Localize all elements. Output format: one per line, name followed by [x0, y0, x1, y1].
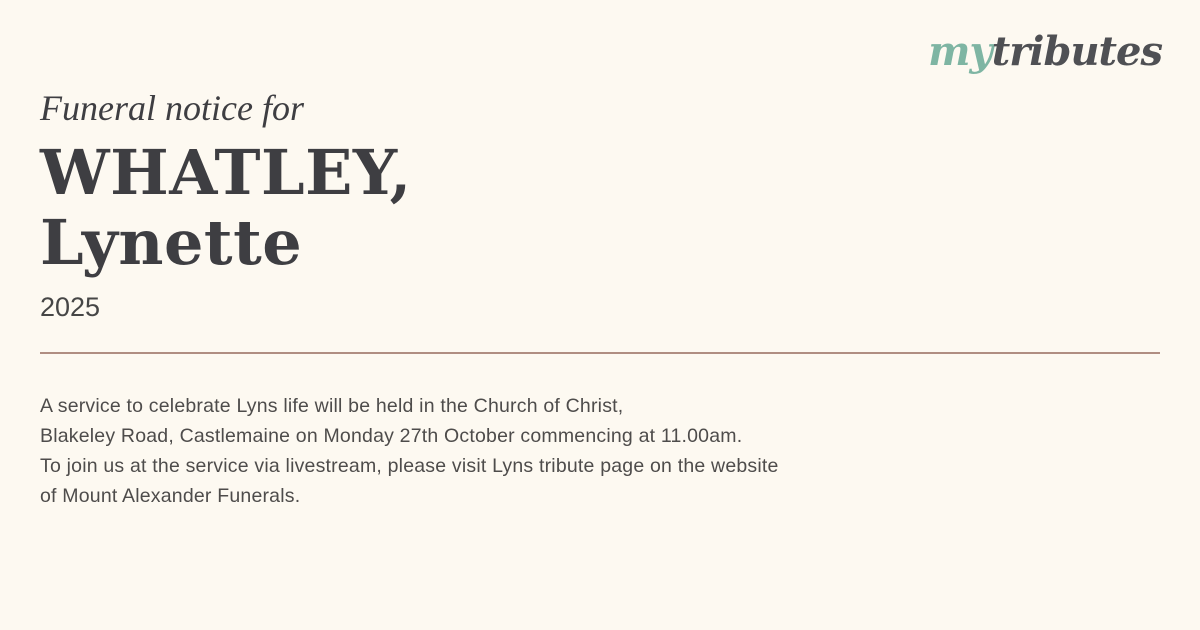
logo-suffix: tributes [991, 28, 1162, 75]
notice-year: 2025 [40, 292, 101, 322]
notice-body-text [40, 391, 1160, 511]
deceased-surname: WHATLEY, [40, 136, 412, 209]
deceased-name [40, 138, 412, 278]
body-line: Blakeley Road, Castlemaine on Monday 27th October commencing at 11.00am. [40, 425, 743, 447]
body-line: of Mount Alexander Funerals. [40, 485, 301, 507]
body-line: To join us at the service via livestream, please visit Lyns tribute page on the website [40, 455, 779, 477]
deceased-given-name: Lynette [40, 206, 303, 279]
body-line: A service to celebrate Lyns life will be held in the Church of Christ, [40, 395, 624, 417]
logo-prefix: my [928, 28, 992, 75]
notice-eyebrow: Funeral notice for [40, 88, 304, 128]
divider-line [40, 352, 1160, 354]
mytributes-logo [928, 30, 1162, 74]
